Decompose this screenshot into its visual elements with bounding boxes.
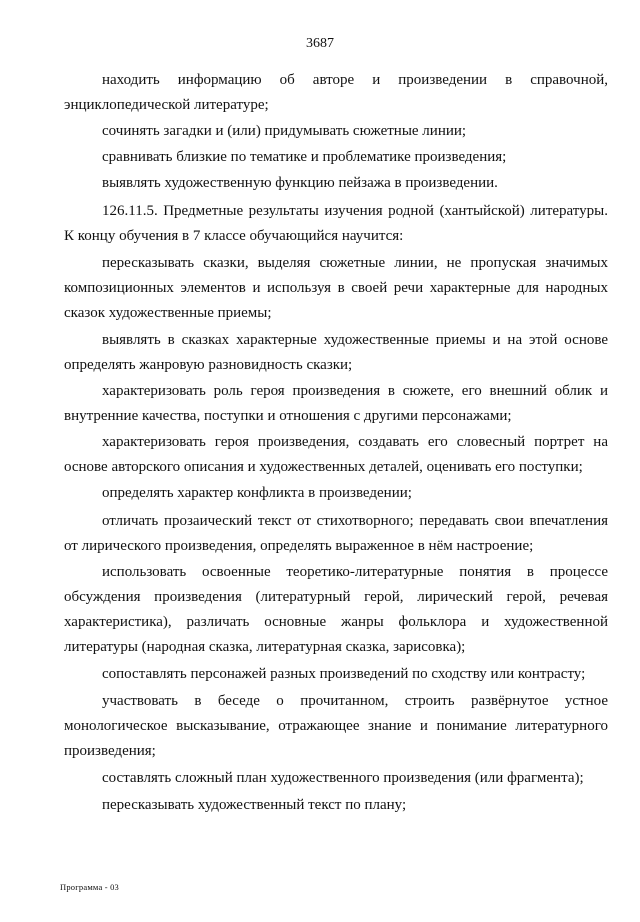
paragraph-11: отличать прозаический текст от стихотворного; передавать свои впечатления от лирического произведения, определять выраженное в нём настроение;: [64, 513, 608, 554]
paragraph-14: участвовать в беседе о прочитанном, строить развёрнутое устное монологическое высказывание, отражающее знание и понимание литературного произведения;: [64, 693, 608, 759]
paragraph-3: сравнивать близкие по тематике и проблематике произведения;: [102, 149, 507, 165]
document-footer: Программа - 03: [60, 882, 120, 892]
page-number: 3687: [306, 36, 334, 51]
paragraph-5: 126.11.5. Предметные результаты изучения родной (хантыйской) литературы. К концу обучения в 7 классе обучающийся научится:: [64, 203, 608, 244]
paragraph-2: сочинять загадки и (или) придумывать сюжетные линии;: [102, 123, 467, 139]
paragraph-12: использовать освоенные теоретико-литературные понятия в процессе обсуждения произведения (литературный герой, лирический герой, речевая характеристика), различать основные жанры фольклора и художественной литературы (народная сказка, литературная сказка, зарисовка);: [64, 564, 608, 655]
paragraph-8: характеризовать роль героя произведения в сюжете, его внешний облик и внутренние качества, поступки и отношения с другими персонажами;: [64, 383, 608, 424]
paragraph-10: определять характер конфликта в произведении;: [102, 485, 412, 501]
paragraph-13: сопоставлять персонажей разных произведений по сходству или контрасту;: [102, 666, 586, 682]
paragraph-6: пересказывать сказки, выделяя сюжетные линии, не пропуская значимых композиционных элементов и используя в своей речи характерные для народных сказок художественные приемы;: [64, 255, 608, 321]
paragraph-4: выявлять художественную функцию пейзажа в произведении.: [102, 175, 498, 191]
paragraph-1: находить информацию об авторе и произведении в справочной, энциклопедической литературе;: [64, 72, 608, 113]
paragraph-7: выявлять в сказках характерные художественные приемы и на этой основе определять жанровую разновидность сказки;: [64, 332, 608, 373]
paragraph-16: пересказывать художественный текст по плану;: [102, 797, 407, 813]
paragraph-15: составлять сложный план художественного произведения (или фрагмента);: [102, 770, 584, 786]
paragraph-9: характеризовать героя произведения, создавать его словесный портрет на основе авторского описания и художественных деталей, оценивать его поступки;: [64, 434, 608, 475]
